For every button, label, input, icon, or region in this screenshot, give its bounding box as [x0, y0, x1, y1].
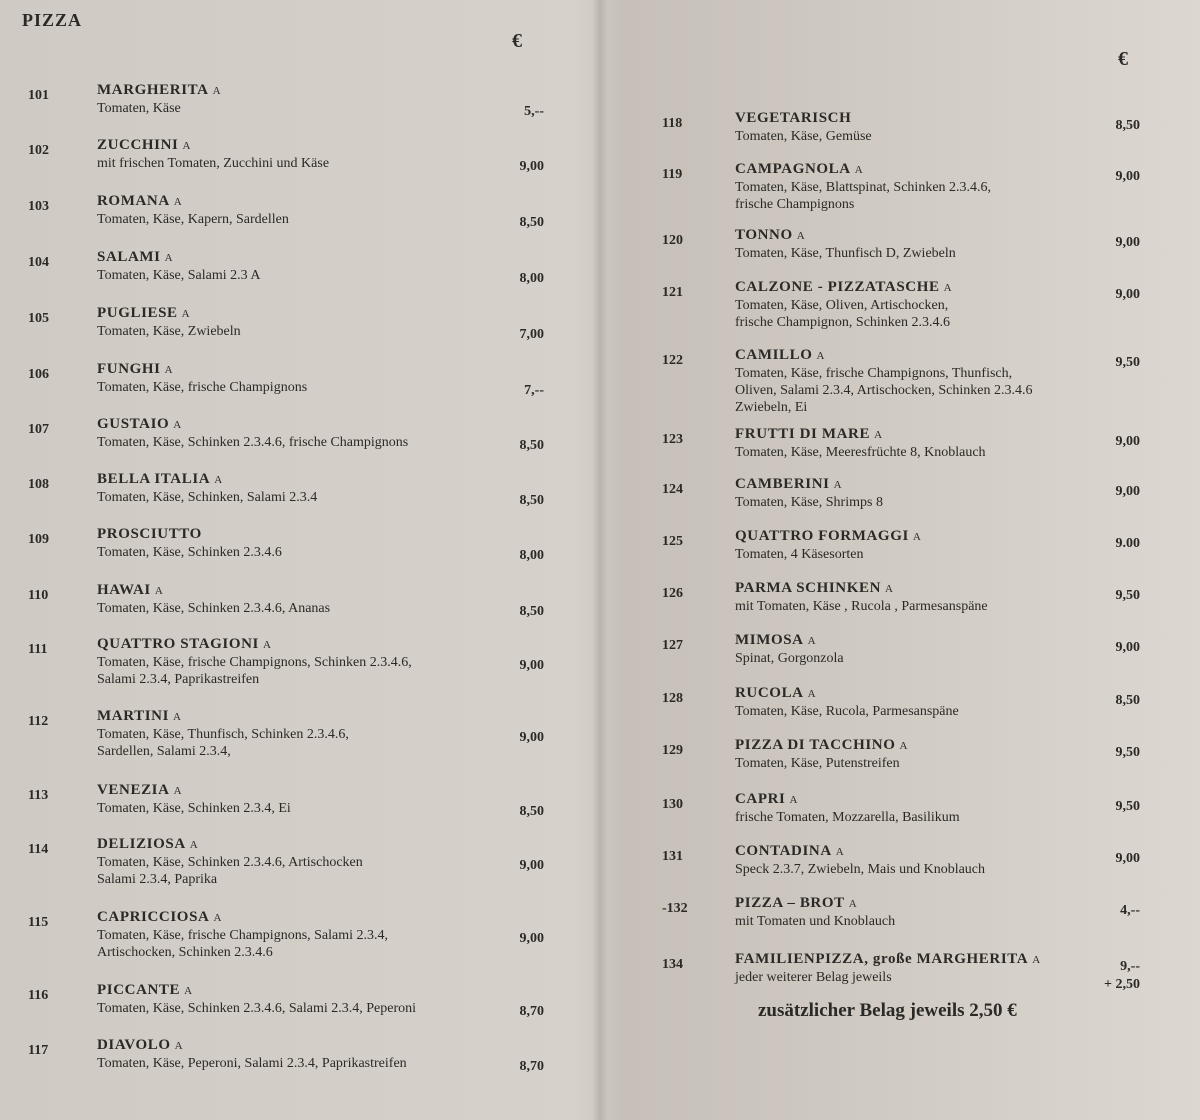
- item-price: 9,00: [519, 858, 544, 873]
- menu-item: [600, 279, 1200, 339]
- menu-item: [0, 836, 600, 896]
- item-name: [97, 636, 272, 653]
- item-description: Tomaten, Käse, Schinken 2.3.4.6: [97, 545, 282, 560]
- item-price: 9,50: [1115, 355, 1140, 370]
- item-name: [735, 528, 921, 545]
- menu-item: [0, 471, 600, 531]
- item-number: 119: [662, 167, 683, 182]
- allergen-code: A: [848, 898, 858, 910]
- item-name-text: FUNGHI: [97, 361, 161, 377]
- item-name: [735, 347, 825, 364]
- item-name-text: GUSTAIO: [97, 416, 170, 432]
- item-price: 8,00: [519, 548, 544, 563]
- item-name-text: PUGLIESE: [97, 305, 178, 321]
- item-price: 9,00: [1115, 851, 1140, 866]
- section-title: PIZZA: [22, 10, 83, 30]
- item-name-text: CAPRI: [735, 791, 786, 807]
- item-description: Tomaten, Käse, Salami 2.3 A: [97, 268, 261, 283]
- item-number: 115: [28, 915, 49, 930]
- item-number: 125: [662, 534, 683, 549]
- item-description: Sardellen, Salami 2.3.4,: [97, 744, 231, 759]
- item-name-text: VENEZIA: [97, 782, 170, 798]
- allergen-code: A: [212, 85, 222, 97]
- item-description: Tomaten, Käse, Zwiebeln: [97, 324, 241, 339]
- menu-item: [600, 632, 1200, 692]
- menu-item: [600, 476, 1200, 536]
- menu-item: [0, 782, 600, 842]
- allergen-code: A: [885, 583, 894, 595]
- item-description: Salami 2.3.4, Paprikastreifen: [97, 672, 260, 687]
- item-name: [735, 426, 883, 443]
- item-description: Spinat, Gorgonzola: [735, 651, 844, 666]
- item-number: 127: [662, 638, 683, 653]
- item-name: [735, 632, 816, 649]
- item-name: [97, 249, 173, 266]
- item-name: [735, 843, 844, 860]
- allergen-code: A: [263, 639, 272, 651]
- menu-item: [0, 305, 600, 365]
- allergen-code: A: [154, 585, 164, 597]
- item-name: [97, 708, 182, 725]
- item-name-text: QUATTRO FORMAGGI: [735, 528, 909, 544]
- item-price: 7,--: [524, 383, 544, 398]
- item-name: [97, 909, 222, 926]
- menu-item: [600, 347, 1200, 415]
- item-name: [97, 1037, 183, 1054]
- allergen-code: A: [213, 912, 222, 924]
- allergen-code: A: [899, 740, 909, 752]
- menu-item: [0, 249, 600, 309]
- allergen-code: A: [835, 846, 845, 858]
- item-price: 8,50: [519, 804, 544, 819]
- item-price: 7,00: [519, 327, 544, 342]
- menu-item: [0, 636, 600, 696]
- item-price: 9,00: [1115, 287, 1140, 302]
- item-number: 129: [662, 743, 683, 758]
- menu-item: [0, 526, 600, 586]
- item-description: Tomaten, Käse, Blattspinat, Schinken 2.3.4.6,: [735, 180, 992, 195]
- item-number: 118: [662, 116, 683, 131]
- item-description: frische Champignons: [735, 197, 855, 212]
- menu-item: [0, 708, 600, 768]
- item-description: Tomaten, Käse, Thunfisch, Schinken 2.3.4.6,: [97, 727, 349, 742]
- allergen-code: A: [854, 164, 864, 176]
- item-description: Tomaten, Käse, Schinken 2.3.4.6, frische Champignons: [97, 435, 409, 450]
- item-price: 4,--: [1120, 903, 1140, 918]
- item-name: [97, 416, 182, 433]
- item-name: [735, 580, 894, 597]
- item-name-text: MARTINI: [97, 708, 170, 724]
- item-price: 5,--: [524, 104, 544, 119]
- item-number: 114: [28, 842, 49, 857]
- item-name-text: PARMA SCHINKEN: [735, 580, 882, 596]
- item-name-text: VEGETARISCH: [735, 110, 852, 126]
- menu-item: [600, 685, 1200, 745]
- item-price: 9,00: [1115, 169, 1140, 184]
- allergen-code: A: [182, 140, 192, 152]
- item-name: [97, 982, 193, 999]
- item-name-text: ZUCCHINI: [97, 137, 179, 153]
- item-number: 107: [28, 422, 49, 437]
- item-description: Tomaten, 4 Käsesorten: [735, 547, 864, 562]
- item-description: Tomaten, Käse, Putenstreifen: [735, 756, 900, 771]
- item-description: Oliven, Salami 2.3.4, Artischocken, Schinken 2.3.4.6: [735, 383, 1033, 398]
- allergen-code: A: [874, 429, 883, 441]
- item-number: 130: [662, 797, 683, 812]
- item-price: 8,50: [519, 493, 544, 508]
- item-name: [735, 476, 842, 493]
- item-price: 8,50: [519, 438, 544, 453]
- item-name-text: TONNO: [735, 227, 793, 243]
- item-name: [735, 737, 908, 754]
- item-name-text: CAMBERINI: [735, 476, 830, 492]
- item-name: [97, 582, 163, 599]
- item-description: Tomaten, Käse, Thunfisch D, Zwiebeln: [735, 246, 956, 261]
- item-name-text: CALZONE - PIZZATASCHE: [735, 279, 940, 295]
- item-name-text: PIZZA DI TACCHINO: [735, 737, 896, 753]
- item-number: 131: [662, 849, 683, 864]
- item-name: [97, 305, 190, 322]
- item-name-text: PROSCIUTTO: [97, 526, 202, 542]
- item-description: Tomaten, Käse, Peperoni, Salami 2.3.4, Paprikastreifen: [97, 1056, 407, 1071]
- currency-header-left: €: [512, 30, 522, 52]
- item-number: 112: [28, 714, 49, 729]
- item-number: 103: [28, 199, 49, 214]
- item-price: 8,50: [519, 604, 544, 619]
- item-price: 9.00: [1115, 536, 1140, 551]
- item-description: Tomaten, Käse, Kapern, Sardellen: [97, 212, 289, 227]
- item-name-text: DELIZIOSA: [97, 836, 186, 852]
- item-number: 128: [662, 691, 683, 706]
- item-description: Tomaten, Käse, frische Champignons, Schinken 2.3.4.6,: [97, 655, 412, 670]
- item-description: Tomaten, Käse: [97, 101, 181, 116]
- extra-topping-note: zusätzlicher Belag jeweils 2,50 €: [758, 1000, 1017, 1021]
- item-description: Artischocken, Schinken 2.3.4.6: [97, 945, 273, 960]
- item-description: Tomaten, Käse, frische Champignons, Thunfisch,: [735, 366, 1013, 381]
- item-price: 9,00: [519, 658, 544, 673]
- item-price: 8,00: [519, 271, 544, 286]
- menu-item: [600, 791, 1200, 851]
- item-number: 123: [662, 432, 683, 447]
- item-description: mit frischen Tomaten, Zucchini und Käse: [97, 156, 330, 171]
- item-price: 9,50: [1115, 588, 1140, 603]
- item-description: Zwiebeln, Ei: [735, 400, 808, 415]
- item-name: [97, 782, 182, 799]
- item-number: 106: [28, 367, 49, 382]
- item-name: [97, 471, 223, 488]
- allergen-code: A: [173, 711, 182, 723]
- item-number: 116: [28, 988, 49, 1003]
- item-name-text: SALAMI: [97, 249, 161, 265]
- item-price: 8,50: [1115, 693, 1140, 708]
- item-name-text: BELLA ITALIA: [97, 471, 211, 487]
- item-description: Tomaten, Käse, Rucola, Parmesanspäne: [735, 704, 959, 719]
- item-name-text: PICCANTE: [97, 982, 181, 998]
- item-price: 9,00: [1115, 484, 1140, 499]
- item-price: 9,50: [1115, 745, 1140, 760]
- allergen-code: A: [173, 196, 183, 208]
- item-name: [97, 361, 173, 378]
- allergen-code: A: [181, 308, 191, 320]
- item-name: [97, 193, 182, 210]
- allergen-code: A: [796, 230, 806, 242]
- menu-item: [600, 227, 1200, 287]
- item-description: frische Tomaten, Mozzarella, Basilikum: [735, 810, 960, 825]
- menu-item: [0, 193, 600, 253]
- item-description: mit Tomaten, Käse , Rucola , Parmesanspäne: [735, 599, 988, 614]
- item-description: jeder weiterer Belag jeweils: [735, 970, 892, 985]
- item-price: 8,70: [519, 1004, 544, 1019]
- item-name: [735, 685, 816, 702]
- item-price: 9,50: [1115, 799, 1140, 814]
- item-description: Tomaten, Käse, Schinken 2.3.4, Ei: [97, 801, 291, 816]
- item-number: 102: [28, 143, 49, 158]
- item-number: 101: [28, 88, 49, 103]
- item-number: 108: [28, 477, 49, 492]
- allergen-code: A: [807, 635, 817, 647]
- item-name: [97, 137, 191, 154]
- allergen-code: A: [943, 282, 953, 294]
- item-number: 104: [28, 255, 49, 270]
- allergen-code: A: [807, 688, 817, 700]
- item-number: 120: [662, 233, 683, 248]
- item-price: 8,50: [1115, 118, 1140, 133]
- menu-item: [0, 582, 600, 642]
- menu-item: [600, 737, 1200, 797]
- item-number: -132: [662, 901, 688, 916]
- menu-page-right: [600, 0, 1200, 1120]
- item-name-text: FRUTTI DI MARE: [735, 426, 871, 442]
- menu-item: [0, 416, 600, 476]
- menu-item: [0, 82, 600, 142]
- item-name-text: RUCOLA: [735, 685, 804, 701]
- menu-item: [0, 361, 600, 421]
- item-name-text: PIZZA – BROT: [735, 895, 845, 911]
- item-name-text: HAWAI: [97, 582, 151, 598]
- item-number: 126: [662, 586, 683, 601]
- item-price: 9,00: [1115, 640, 1140, 655]
- item-price: 9,00: [519, 159, 544, 174]
- allergen-code: A: [1032, 954, 1041, 966]
- item-number: 113: [28, 788, 49, 803]
- item-description: mit Tomaten und Knoblauch: [735, 914, 896, 929]
- menu-item: [600, 895, 1200, 955]
- item-description: Speck 2.3.7, Zwiebeln, Mais und Knoblauch: [735, 862, 986, 877]
- item-name-text: ROMANA: [97, 193, 170, 209]
- item-price: 9,00: [519, 730, 544, 745]
- menu-item: [600, 528, 1200, 588]
- item-name: [735, 951, 1041, 968]
- allergen-code: A: [789, 794, 799, 806]
- item-description: Tomaten, Käse, Gemüse: [735, 129, 872, 144]
- item-name-text: QUATTRO STAGIONI: [97, 636, 259, 652]
- menu-item: [0, 909, 600, 969]
- item-price: 9,00: [519, 931, 544, 946]
- item-number: 110: [28, 588, 49, 603]
- item-description: Tomaten, Käse, Schinken 2.3.4.6, Salami 2.3.4, Peperoni: [97, 1001, 417, 1016]
- allergen-code: A: [173, 419, 182, 431]
- item-name-text: CAMILLO: [735, 347, 813, 363]
- item-name: [735, 895, 857, 912]
- allergen-code: A: [184, 985, 193, 997]
- item-price: 9,--: [1120, 959, 1140, 974]
- item-number: 105: [28, 311, 49, 326]
- item-name: [97, 836, 198, 853]
- item-name-text: MIMOSA: [735, 632, 804, 648]
- item-price: 8,50: [519, 215, 544, 230]
- item-name: [735, 161, 863, 178]
- extra-topping-price: + 2,50: [1104, 977, 1140, 992]
- item-price: 8,70: [519, 1059, 544, 1074]
- item-number: 109: [28, 532, 49, 547]
- allergen-code: A: [816, 350, 826, 362]
- currency-header-right: €: [1118, 48, 1128, 70]
- menu-item: [0, 982, 600, 1042]
- item-name-text: CONTADINA: [735, 843, 832, 859]
- allergen-code: A: [833, 479, 843, 491]
- item-description: Tomaten, Käse, Meeresfrüchte 8, Knoblauch: [735, 445, 986, 460]
- item-price: 9,00: [1115, 434, 1140, 449]
- item-number: 111: [28, 642, 48, 657]
- item-description: Tomaten, Käse, Schinken 2.3.4.6, Ananas: [97, 601, 331, 616]
- allergen-code: A: [174, 1040, 184, 1052]
- item-description: Tomaten, Käse, frische Champignons, Salami 2.3.4,: [97, 928, 389, 943]
- allergen-code: A: [164, 252, 174, 264]
- allergen-code: A: [912, 531, 922, 543]
- allergen-code: A: [189, 839, 199, 851]
- item-name-text: CAPRICCIOSA: [97, 909, 210, 925]
- item-number: 122: [662, 353, 683, 368]
- item-price: 9,00: [1115, 235, 1140, 250]
- item-number: 134: [662, 957, 683, 972]
- allergen-code: A: [164, 364, 174, 376]
- item-number: 121: [662, 285, 683, 300]
- item-name-text: DIAVOLO: [97, 1037, 171, 1053]
- item-description: Salami 2.3.4, Paprika: [97, 872, 218, 887]
- item-description: Tomaten, Käse, Oliven, Artischocken,: [735, 298, 949, 313]
- item-name: [735, 110, 851, 127]
- allergen-code: A: [173, 785, 183, 797]
- item-description: Tomaten, Käse, Schinken 2.3.4.6, Artischocken: [97, 855, 363, 870]
- item-description: Tomaten, Käse, frische Champignons: [97, 380, 308, 395]
- menu-item: [0, 1037, 600, 1097]
- item-name-text: CAMPAGNOLA: [735, 161, 851, 177]
- item-description: Tomaten, Käse, Schinken, Salami 2.3.4: [97, 490, 318, 505]
- item-name: [735, 791, 798, 808]
- item-name: [97, 526, 202, 543]
- item-number: 124: [662, 482, 683, 497]
- item-name-text: FAMILIENPIZZA, große MARGHERITA: [735, 951, 1029, 967]
- allergen-code: A: [214, 474, 223, 486]
- menu-item: [600, 580, 1200, 640]
- menu-item: [600, 843, 1200, 903]
- item-description: frische Champignon, Schinken 2.3.4.6: [735, 315, 951, 330]
- item-description: Tomaten, Käse, Shrimps 8: [735, 495, 883, 510]
- item-name: [735, 279, 952, 296]
- menu-item: [600, 161, 1200, 221]
- menu-item: [0, 137, 600, 197]
- item-number: 117: [28, 1043, 49, 1058]
- item-name: [735, 227, 805, 244]
- item-name-text: MARGHERITA: [97, 82, 209, 98]
- item-name: [97, 82, 221, 99]
